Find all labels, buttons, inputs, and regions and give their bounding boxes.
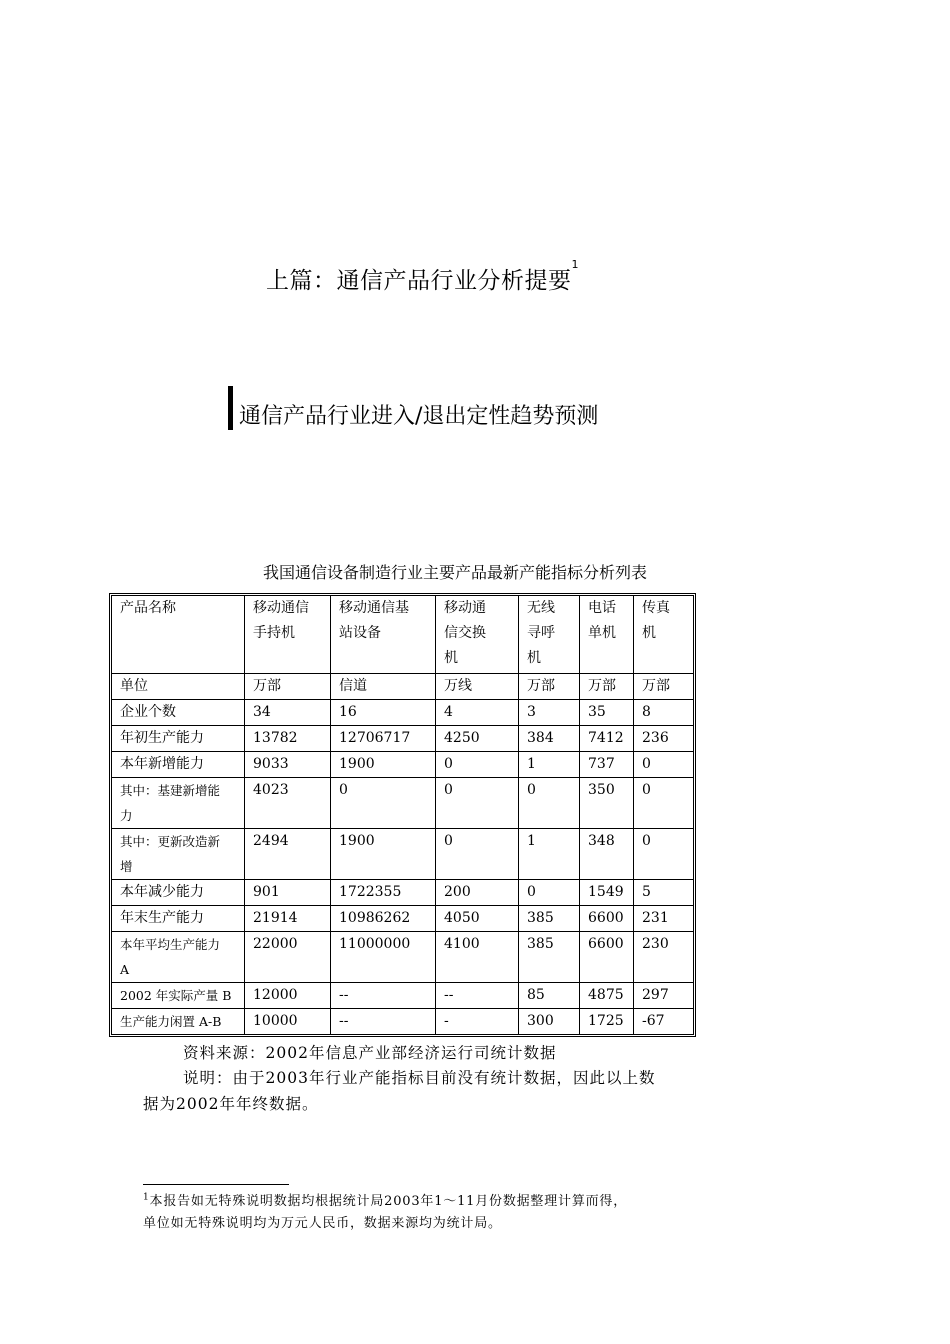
header-cell [634,596,694,674]
table-cell: 4250 [436,726,519,752]
table-cell: 0 [436,829,519,880]
header-cell [112,596,245,674]
table-cell: 230 [634,932,694,983]
table-cell: 297 [634,983,694,1009]
table-cell: 0 [331,778,436,829]
row-label-cell [112,752,245,778]
footnote-mark: 1 [143,1192,150,1203]
row-label-cell-text: 本年减少能力 [120,884,204,900]
footnote-divider [143,1184,289,1185]
row-label-cell [112,726,245,752]
row-label-cell [112,778,245,829]
table-cell: 0 [436,752,519,778]
table-row [112,880,694,906]
table-cell: 11000000 [331,932,436,983]
table-cell: 737 [580,752,634,778]
footnote-text-1: 本报告如无特殊说明数据均根据统计局2003年1～11月份数据整理计算而得， [149,1194,628,1209]
header-cell [580,596,634,674]
table-cell: 9033 [245,752,331,778]
header-cell [331,596,436,674]
table-cell: 0 [634,829,694,880]
table-title: 我国通信设备制造行业主要产品最新产能指标分析列表 [262,563,647,582]
table-cell: -- [331,983,436,1009]
header-cell-text: 移动通信 [253,600,309,616]
table-cell: 348 [580,829,634,880]
table-cell: 6600 [580,932,634,983]
table-cell: 350 [580,778,634,829]
footnote-line-1 [143,1190,627,1209]
table-cell: 4023 [245,778,331,829]
header-cell-text: 传真 [642,600,670,616]
table-cell: 7412 [580,726,634,752]
table-cell: 1900 [331,829,436,880]
row-label-cell [112,983,245,1009]
table-cell: 231 [634,906,694,932]
table-cell: 1 [519,752,580,778]
table-cell: -67 [634,1009,694,1035]
table-cell: 10000 [245,1009,331,1035]
table-cell: 0 [519,778,580,829]
table-cell: 22000 [245,932,331,983]
row-label-cell-text: 本年新增能力 [120,756,204,772]
row-label-cell-text: 其中：更新改造新 [120,834,221,849]
row-label-cell-text: 增 [120,859,133,874]
row-label-cell-text: 力 [120,808,133,823]
explain-line-2: 据为2002年年终数据。 [143,1095,319,1113]
table-cell: 1722355 [331,880,436,906]
row-label-cell [112,906,245,932]
row-label-cell [112,1009,245,1035]
footnote-line-2: 单位如无特殊说明均为万元人民币，数据来源均为统计局。 [143,1216,502,1231]
table-row [112,778,694,829]
table-cell: 万部 [519,674,580,700]
row-label-cell [112,700,245,726]
table-cell: 信道 [331,674,436,700]
table-cell: 4 [436,700,519,726]
table-cell: 2494 [245,829,331,880]
row-label-cell [112,880,245,906]
table-cell: 34 [245,700,331,726]
table-cell: 85 [519,983,580,1009]
header-cell [245,596,331,674]
table-cell: 0 [634,778,694,829]
table-cell: 10986262 [331,906,436,932]
table-row [112,752,694,778]
row-label-cell-text: 企业个数 [120,704,176,720]
page-title-text: 上篇：通信产品行业分析提要 [266,268,572,294]
table-cell: 200 [436,880,519,906]
table-cell: 13782 [245,726,331,752]
capacity-table [111,595,694,1035]
header-cell-text: 机 [642,625,656,641]
header-cell-text: 单机 [588,625,616,641]
table-cell: 万部 [245,674,331,700]
row-label-cell-text: A [120,962,130,977]
table-cell: -- [331,1009,436,1035]
table-cell: 1 [519,829,580,880]
header-cell-text: 寻呼 [527,625,555,641]
header-cell-text: 移动通 [444,600,486,616]
table-cell: 12000 [245,983,331,1009]
table-cell: 8 [634,700,694,726]
table-cell: - [436,1009,519,1035]
header-cell-text: 机 [527,650,541,666]
table-row [112,983,694,1009]
source-note: 资料来源：2002年信息产业部经济运行司统计数据 [183,1044,557,1062]
capacity-table-frame [109,593,696,1037]
section-heading [228,386,598,430]
table-cell: 4050 [436,906,519,932]
table-cell: 0 [436,778,519,829]
table-cell: 21914 [245,906,331,932]
section-heading-text: 通信产品行业进入/退出定性趋势预测 [239,404,599,429]
table-row [112,726,694,752]
row-label-cell-text: 单位 [120,678,148,694]
section-bar [228,386,233,430]
table-row [112,906,694,932]
table-row [112,932,694,983]
row-label-cell-text: 年末生产能力 [120,910,204,926]
header-cell [436,596,519,674]
header-cell-text: 手持机 [253,625,295,641]
table-row [112,829,694,880]
row-label-cell-text: 本年平均生产能力 [120,937,221,952]
row-label-cell [112,932,245,983]
table-cell: -- [436,983,519,1009]
table-cell: 35 [580,700,634,726]
table-row [112,1009,694,1035]
header-cell-text: 机 [444,650,458,666]
table-row [112,674,694,700]
explain-line-1: 说明：由于2003年行业产能指标目前没有统计数据，因此以上数 [183,1069,656,1087]
table-cell: 6600 [580,906,634,932]
table-cell: 384 [519,726,580,752]
table-cell: 16 [331,700,436,726]
header-cell-text: 产品名称 [120,600,176,616]
table-cell: 万部 [634,674,694,700]
table-row [112,700,694,726]
row-label-cell-text: 2002 年实际产量 B [120,988,232,1003]
header-cell-text: 移动通信基 [339,600,409,616]
row-label-cell-text: 年初生产能力 [120,730,204,746]
page-title [266,258,579,295]
title-footnote-mark: 1 [571,258,579,271]
row-label-cell [112,829,245,880]
row-label-cell-text: 其中：基建新增能 [120,783,221,798]
table-cell: 236 [634,726,694,752]
table-cell: 万部 [580,674,634,700]
table-cell: 0 [519,880,580,906]
row-label-cell-text: 生产能力闲置 A-B [120,1014,222,1029]
table-cell: 1725 [580,1009,634,1035]
row-label-cell [112,674,245,700]
table-cell: 385 [519,932,580,983]
table-cell: 4875 [580,983,634,1009]
table-cell: 1900 [331,752,436,778]
table-header-row [112,596,694,674]
header-cell-text: 站设备 [339,625,381,641]
table-cell: 4100 [436,932,519,983]
header-cell [519,596,580,674]
table-cell: 1549 [580,880,634,906]
table-cell: 万线 [436,674,519,700]
table-cell: 0 [634,752,694,778]
table-cell: 300 [519,1009,580,1035]
header-cell-text: 无线 [527,600,555,616]
table-cell: 901 [245,880,331,906]
table-cell: 3 [519,700,580,726]
table-cell: 385 [519,906,580,932]
header-cell-text: 电话 [588,600,616,616]
table-cell: 12706717 [331,726,436,752]
header-cell-text: 信交换 [444,625,486,641]
table-cell: 5 [634,880,694,906]
